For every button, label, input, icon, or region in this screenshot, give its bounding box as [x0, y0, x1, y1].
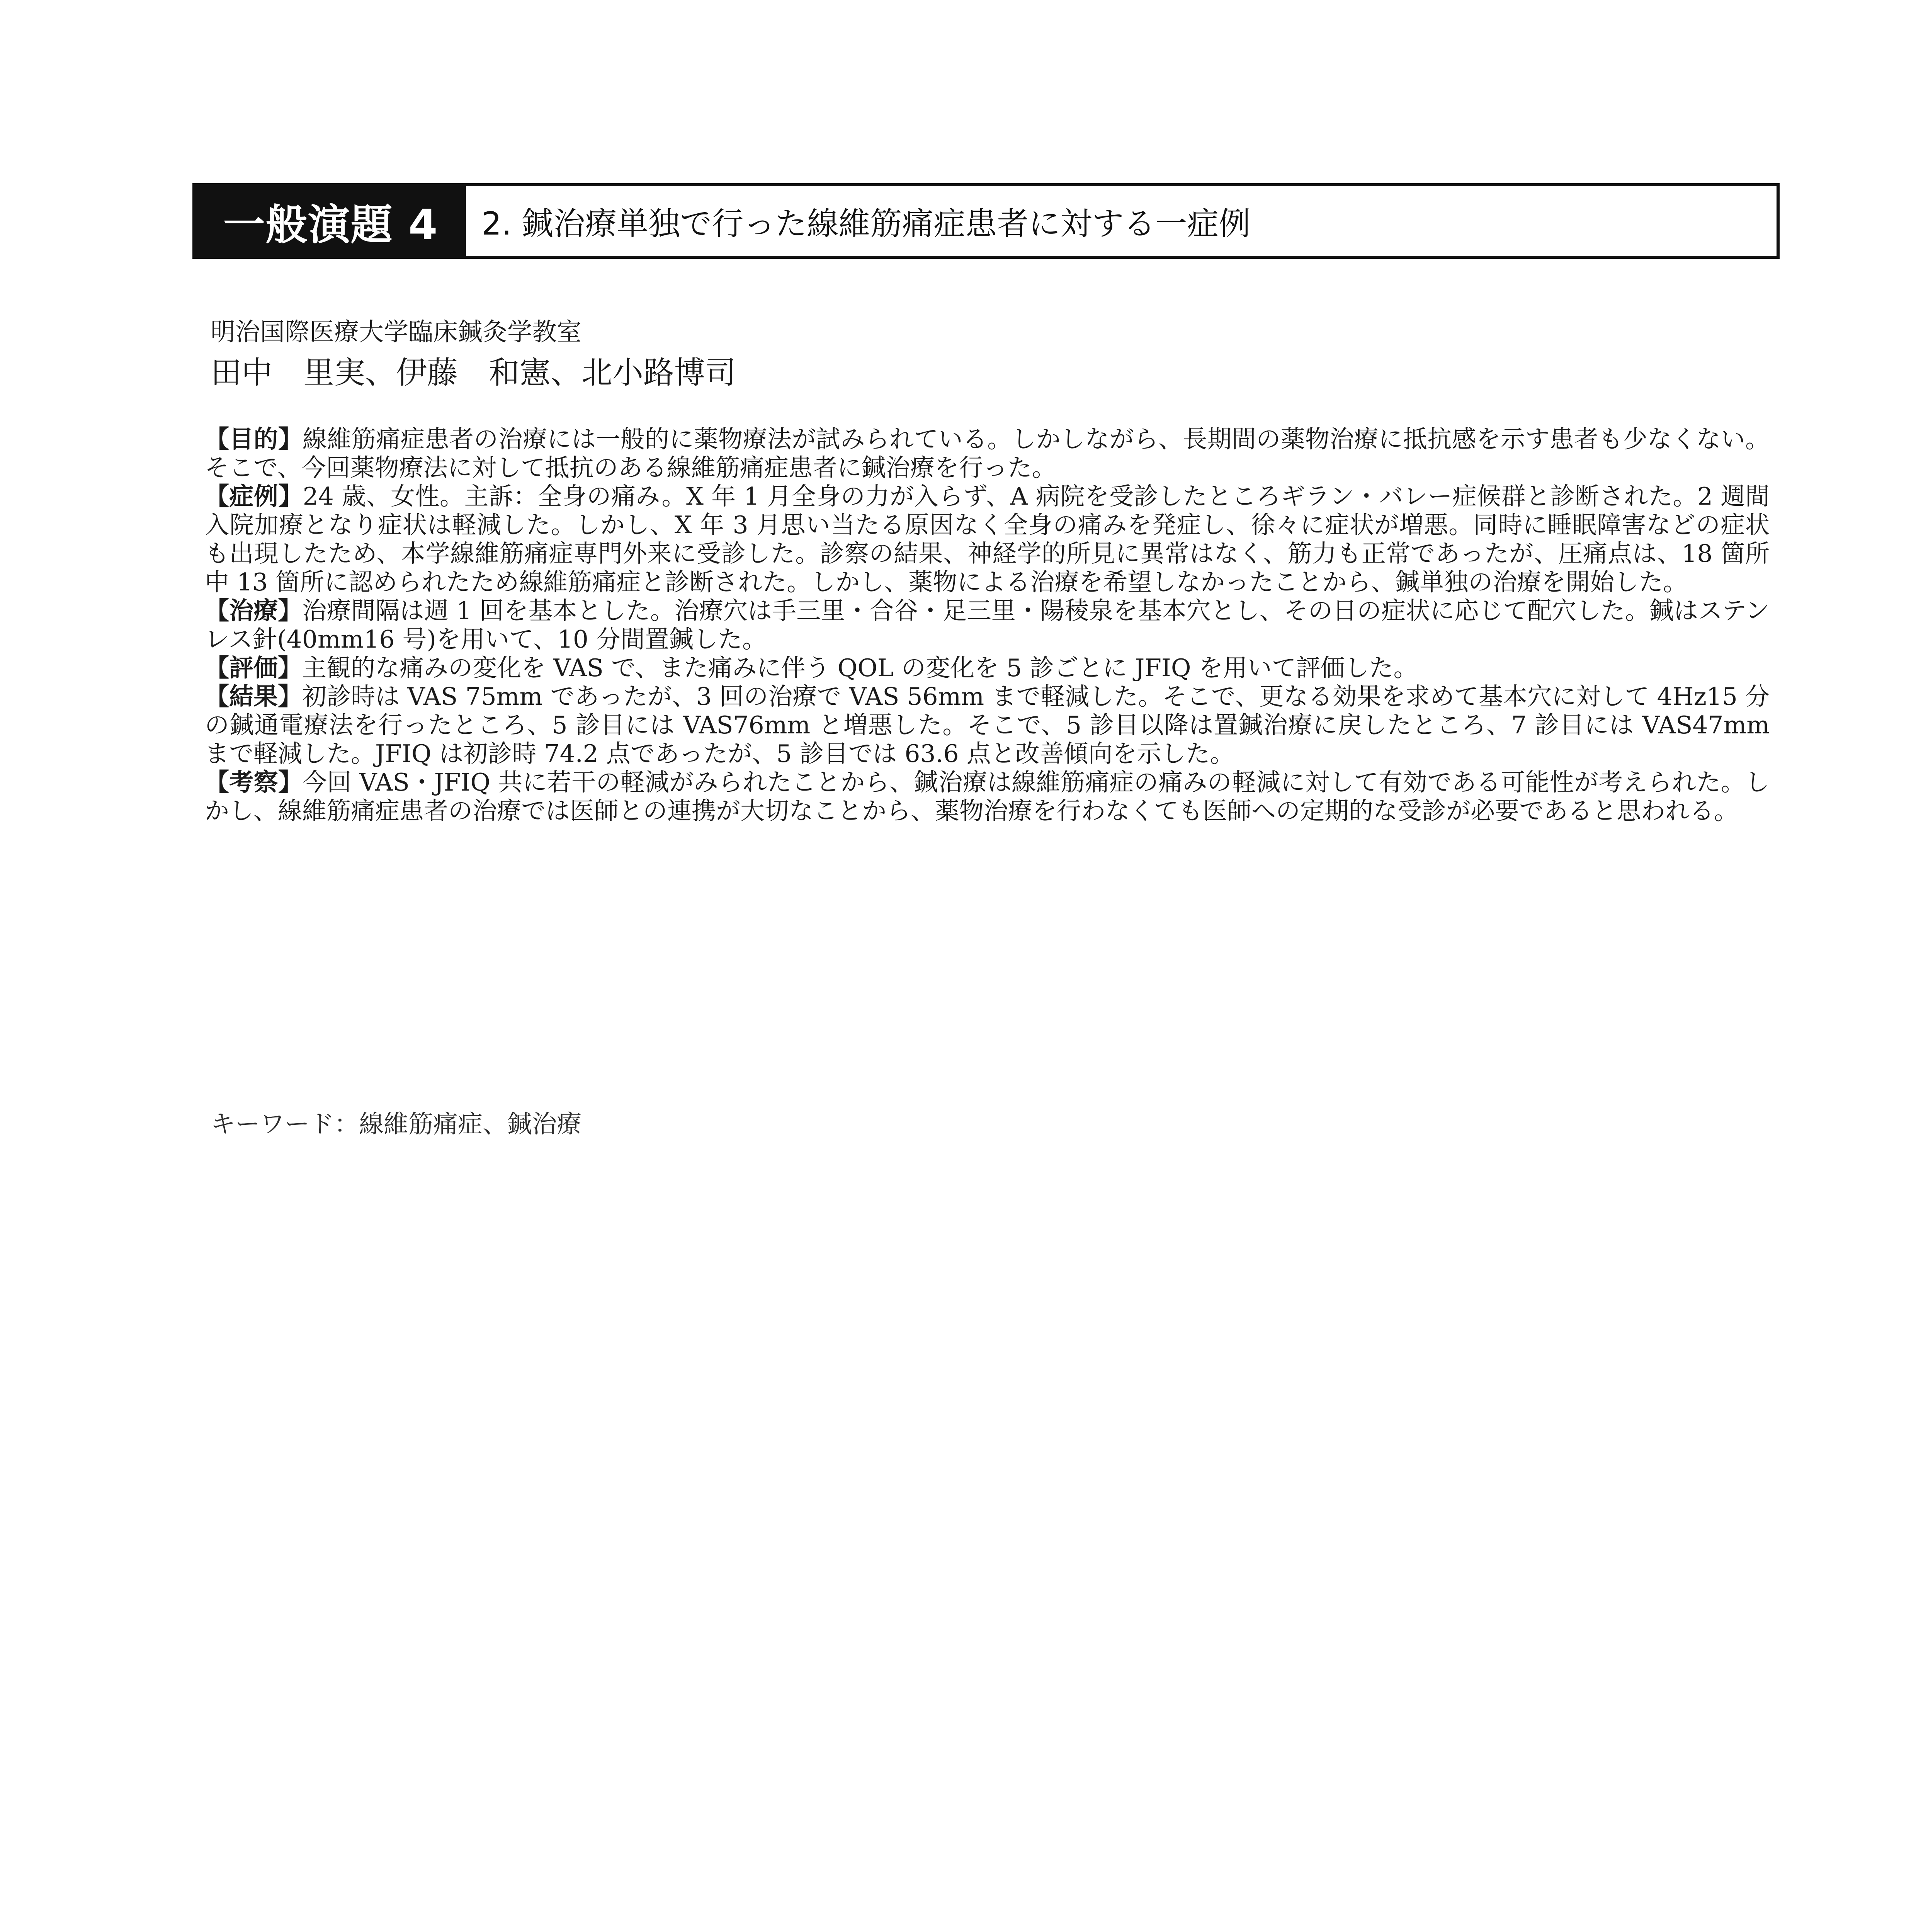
section-heading: 【結果】 — [205, 682, 303, 711]
section-treatment — [205, 597, 1770, 654]
section-text: 初診時は VAS 75mm であったが、3 回の治療で VAS 56mm まで軽減した。そこで、更なる効果を求めて基本穴に対して 4Hz15 分の鍼通電療法を行ったところ、5 診目には VAS76mm と増悪した。そこで、5 診目以降は置鍼治療に戻したところ、7 診目には VAS47mm まで軽減した。JFIQ は初診時 74.2 点であったが、5 診目では 63.6 点と改善傾向を示した。 — [205, 682, 1770, 768]
keywords: キーワード：線維筋痛症、鍼治療 — [211, 1110, 581, 1139]
section-purpose — [205, 425, 1770, 482]
section-heading: 【治療】 — [205, 597, 303, 625]
section-results — [205, 682, 1770, 768]
section-discussion — [205, 768, 1770, 825]
section-text: 線維筋痛症患者の治療には一般的に薬物療法が試みられている。しかしながら、長期間の薬物治療に抵抗感を示す患者も少なくない。そこで、今回薬物療法に対して抵抗のある線維筋痛症患者に鍼治療を行った。 — [205, 425, 1770, 482]
section-text: 24 歳、女性。主訴：全身の痛み。X 年 1 月全身の力が入らず、A 病院を受診したところギラン・バレー症候群と診断された。2 週間入院加療となり症状は軽減した。しかし、X 年 3 月思い当たる原因なく全身の痛みを発症し、徐々に症状が増悪。同時に睡眠障害などの症状も出現したため、本学線維筋痛症専門外来に受診した。診察の結果、神経学的所見に異常はなく、筋力も正常であったが、圧痛点は、18 箇所中 13 箇所に認められたため線維筋痛症と診断された。しかし、薬物による治療を希望しなかったことから、鍼単独の治療を開始した。 — [205, 482, 1770, 596]
section-text: 主観的な痛みの変化を VAS で、また痛みに伴う QOL の変化を 5 診ごとに JFIQ を用いて評価した。 — [302, 654, 1418, 682]
affiliation: 明治国際医療大学臨床鍼灸学教室 — [211, 318, 581, 347]
section-heading: 【評価】 — [205, 654, 302, 682]
section-text: 今回 VAS・JFIQ 共に若干の軽減がみられたことから、鍼治療は線維筋痛症の痛みの軽減に対して有効である可能性が考えられた。しかし、線維筋痛症患者の治療では医師との連携が大切なことから、薬物治療を行わなくても医師への定期的な受診が必要であると思われる。 — [205, 768, 1770, 825]
section-heading: 【目的】 — [205, 425, 303, 453]
section-text: 治療間隔は週 1 回を基本とした。治療穴は手三里・合谷・足三里・陽稜泉を基本穴とし、その日の症状に応じて配穴した。鍼はステンレス針(40mm16 号)を用いて、10 分間置鍼した。 — [205, 597, 1770, 653]
session-label: 一般演題 4 — [196, 186, 466, 256]
presentation-title: 2. 鍼治療単独で行った線維筋痛症患者に対する一症例 — [481, 205, 1251, 242]
abstract-body — [205, 425, 1770, 825]
section-case — [205, 482, 1770, 597]
section-heading: 【考察】 — [205, 768, 303, 796]
section-heading: 【症例】 — [205, 482, 303, 510]
section-evaluation — [205, 654, 1770, 682]
session-header — [192, 183, 1780, 259]
authors: 田中 里実、伊藤 和憲、北小路博司 — [211, 355, 736, 391]
